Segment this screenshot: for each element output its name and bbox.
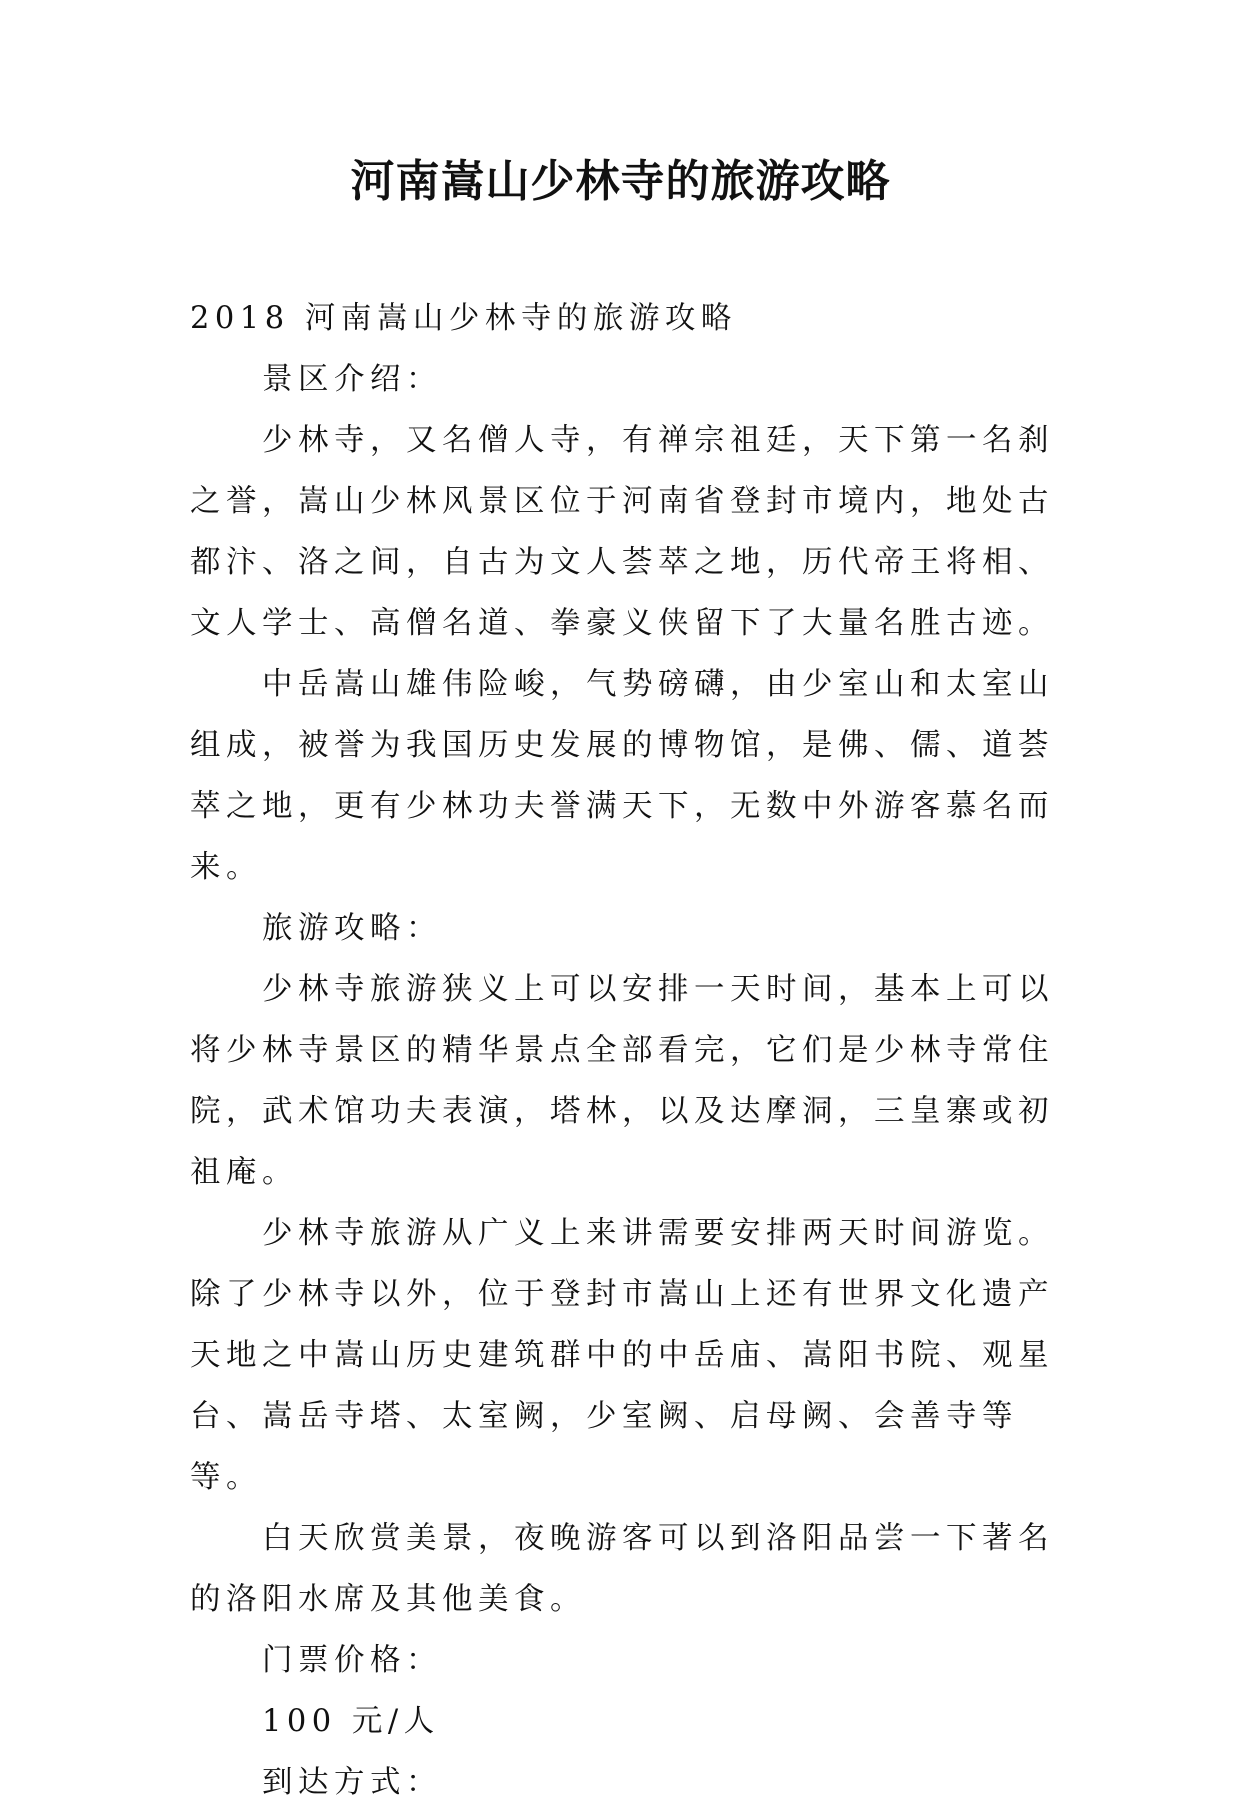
paragraph-intro-1: 少林寺，又名僧人寺，有禅宗祖廷，天下第一名刹之誉，嵩山少林风景区位于河南省登封市境内，地处古都汴、洛之间，自古为文人荟萃之地，历代帝王将相、文人学士、高僧名道、拳豪义侠留下了大量名胜古迹。 [190, 423, 1054, 641]
paragraph-guide-3: 白天欣赏美景，夜晚游客可以到洛阳品尝一下著名的洛阳水席及其他美食。 [190, 1521, 1054, 1617]
section-heading-intro: 景区介绍： [262, 362, 442, 397]
section-heading-ticket: 门票价格： [262, 1643, 442, 1678]
paragraph-intro-2: 中岳嵩山雄伟险峻，气势磅礴，由少室山和太室山组成，被誉为我国历史发展的博物馆，是佛、儒、道荟萃之地，更有少林功夫誉满天下，无数中外游客慕名而来。 [190, 667, 1054, 885]
subtitle-line: 2018 河南嵩山少林寺的旅游攻略 [190, 301, 737, 336]
paragraph-guide-2: 少林寺旅游从广义上来讲需要安排两天时间游览。除了少林寺以外，位于登封市嵩山上还有世界文化遗产天地之中嵩山历史建筑群中的中岳庙、嵩阳书院、观星台、嵩岳寺塔、太室阙，少室阙、启母阙、会善寺等等。 [190, 1216, 1054, 1495]
ticket-price: 100 元/人 [262, 1704, 440, 1739]
document-body [190, 288, 1060, 1813]
section-heading-guide: 旅游攻略： [262, 911, 442, 946]
document-title: 河南嵩山少林寺的旅游攻略 [350, 156, 891, 207]
section-heading-transport: 到达方式： [262, 1765, 442, 1800]
paragraph-guide-1: 少林寺旅游狭义上可以安排一天时间，基本上可以将少林寺景区的精华景点全部看完，它们是少林寺常住院，武术馆功夫表演，塔林，以及达摩洞，三皇寨或初祖庵。 [190, 972, 1054, 1190]
